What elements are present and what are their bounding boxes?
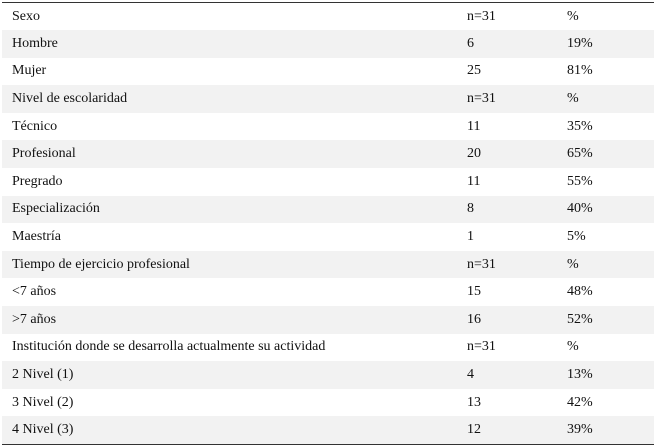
- row-count: 16: [455, 306, 555, 334]
- row-label: Especialización: [2, 196, 455, 224]
- row-label: Tiempo de ejercicio profesional: [2, 251, 455, 279]
- row-percent: 35%: [567, 118, 593, 134]
- row-label: Técnico: [12, 118, 58, 134]
- row-label: Profesional: [2, 140, 455, 168]
- row-percent: 48%: [567, 284, 593, 300]
- row-label: <7 años: [12, 284, 57, 300]
- row-percent: 42%: [567, 394, 593, 410]
- table-row: [2, 389, 654, 417]
- table-row-experience-header: [2, 251, 654, 279]
- row-count: 15: [467, 284, 481, 300]
- row-count: 11: [467, 173, 481, 189]
- row-percent: 65%: [555, 140, 654, 168]
- table-row: [2, 196, 654, 224]
- row-label: 2 Nivel (1): [2, 361, 455, 389]
- row-count: 20: [455, 140, 555, 168]
- table-row: [2, 306, 654, 334]
- row-percent: 13%: [555, 361, 654, 389]
- row-label: Institución donde se desarrolla actualmente su actividad: [12, 339, 326, 355]
- table-row: [2, 168, 654, 196]
- row-label: 3 Nivel (2): [12, 394, 74, 410]
- row-count: 1: [467, 229, 474, 245]
- row-percent: %: [555, 3, 654, 31]
- row-percent: 19%: [555, 30, 654, 58]
- row-label: >7 años: [2, 306, 455, 334]
- row-label: Nivel de escolaridad: [2, 85, 455, 113]
- row-percent: 40%: [555, 196, 654, 224]
- row-percent: %: [555, 85, 654, 113]
- demographics-table-container: [2, 2, 654, 445]
- row-percent: 81%: [567, 63, 593, 79]
- row-percent: 55%: [567, 173, 593, 189]
- row-label: Hombre: [2, 30, 455, 58]
- row-label: 4 Nivel (3): [2, 416, 455, 444]
- row-count: 11: [467, 118, 481, 134]
- table-row-education-header: [2, 85, 654, 113]
- demographics-table: [2, 2, 654, 445]
- row-count: 25: [467, 63, 481, 79]
- row-percent: 39%: [555, 416, 654, 444]
- row-count: 6: [455, 30, 555, 58]
- row-count: 12: [455, 416, 555, 444]
- row-percent: %: [555, 251, 654, 279]
- table-row: [2, 140, 654, 168]
- row-label: Mujer: [12, 63, 47, 79]
- row-label: Sexo: [2, 3, 455, 31]
- row-count: 8: [455, 196, 555, 224]
- table-row-institution-header: [2, 334, 654, 362]
- row-count: 13: [467, 394, 481, 410]
- row-label: Maestría: [12, 229, 61, 245]
- table-row: [2, 278, 654, 306]
- table-row: [2, 361, 654, 389]
- row-count: n=31: [455, 251, 555, 279]
- row-label: Pregrado: [12, 173, 63, 189]
- row-count: n=31: [467, 339, 496, 355]
- table-row-sex-header: [2, 3, 654, 31]
- table-row: [2, 30, 654, 58]
- table-row: [2, 223, 654, 251]
- row-percent: 5%: [567, 229, 586, 245]
- row-count: 4: [455, 361, 555, 389]
- row-percent: 52%: [555, 306, 654, 334]
- table-row: [2, 113, 654, 141]
- row-count: n=31: [455, 3, 555, 31]
- table-row: [2, 58, 654, 86]
- row-percent: %: [567, 339, 579, 355]
- table-row: [2, 416, 654, 444]
- row-count: n=31: [455, 85, 555, 113]
